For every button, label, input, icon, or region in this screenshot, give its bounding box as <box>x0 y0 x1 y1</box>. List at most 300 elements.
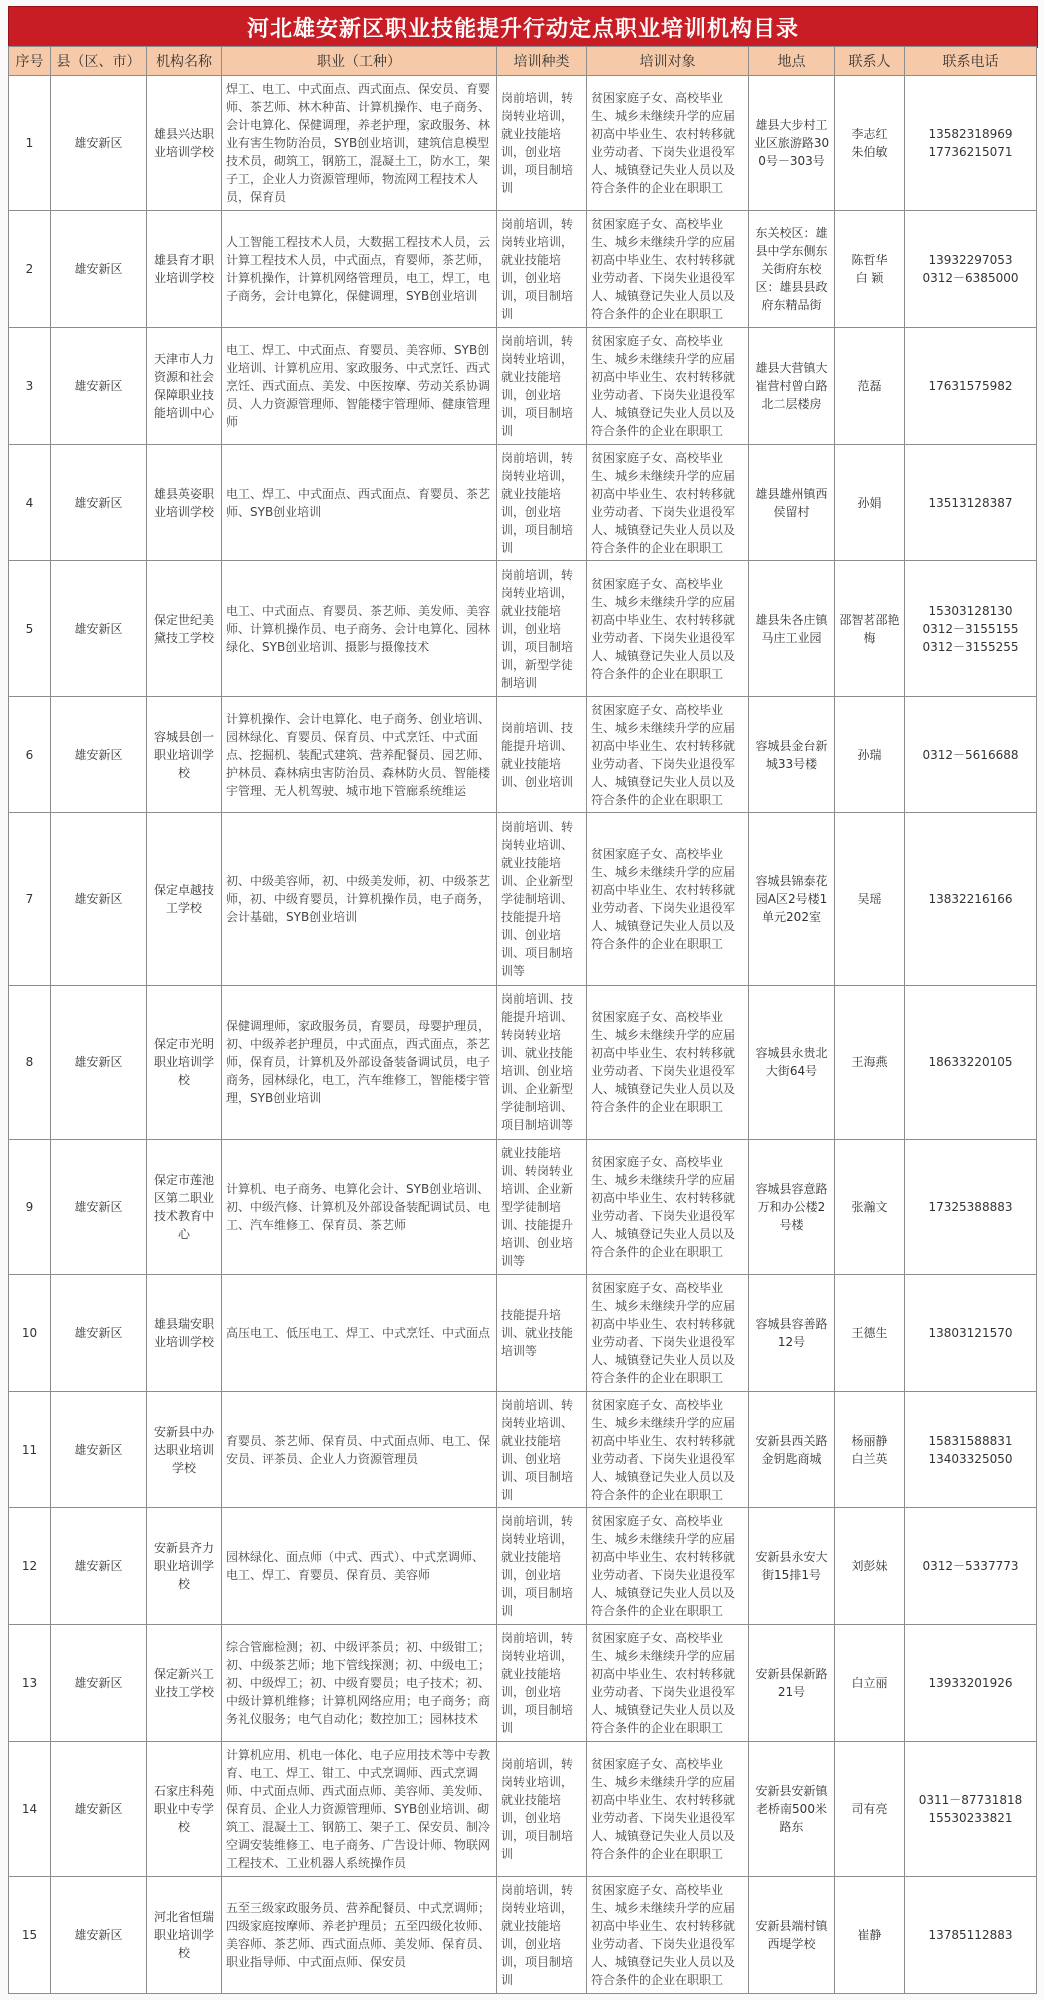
row-number-text: 10 <box>21 1325 38 1340</box>
training-targets-cell <box>587 211 749 328</box>
phone-cell-text: 17736215071 <box>928 145 1013 160</box>
county-cell <box>51 561 147 696</box>
phone-cell-text: 0312－5616688 <box>922 747 1019 762</box>
contact-cell-text: 白 颖 <box>855 271 884 286</box>
trades-cell <box>222 1139 497 1274</box>
row-number-text: 6 <box>25 747 34 762</box>
training-kinds-cell-text: 就业技能培训、转岗转业培训、企业新型学徒制培训、技能提升培训、创业培训等 <box>501 1145 574 1268</box>
training-kinds-cell-text: 岗前培训，转岗转业培训，就业技能培训，创业培训，项目制培训 <box>501 217 574 322</box>
address-cell <box>749 1139 835 1274</box>
county-cell-text: 雄安新区 <box>74 136 123 151</box>
address-cell-text: 东关校区：雄县中学东侧东关街府东校区：雄县县政府东精品街 <box>755 226 828 313</box>
address-cell <box>749 328 835 445</box>
trades-cell-text: 计算机应用、机电一体化、电子应用技术等中专教育、电工、焊工、钳工、中式烹调师、西式烹调师、中式面点师、西式面点师、美容师、美发师、保育员、企业人力资源管理师、SYB创业培训、砌筑工、混凝土工、钢筋工、架子工、保安员、制冷空调安装维修工、电子商务、广告设计师、物联网工程技术、工业机器人系统操作员 <box>226 1748 491 1871</box>
trades-cell <box>222 1391 497 1508</box>
training-kinds-cell-text: 岗前培训，转岗转业培训，就业技能培训，创业培训，项目制培训 <box>501 333 574 438</box>
training-targets-cell <box>587 1625 749 1742</box>
trades-cell-text: 五至三级家政服务员、营养配餐员、中式烹调师；四级家庭按摩师、养老护理员；五至四级化妆师、美容师、茶艺师、西式面点师、美发师、保育员、职业指导师、中式面点师、保安员 <box>226 1901 491 1970</box>
phone-cell <box>905 1741 1037 1876</box>
phone-cell <box>905 1877 1037 1994</box>
org-name-cell-text: 保定新兴工业技工学校 <box>153 1667 214 1700</box>
county-cell <box>51 1391 147 1508</box>
training-kinds-cell-text: 岗前培训，转岗转业培训，就业技能培训，创业培训，项目制培训 <box>501 1757 574 1862</box>
phone-cell <box>905 696 1037 813</box>
address-cell <box>749 1391 835 1508</box>
training-kinds-cell <box>497 561 587 696</box>
address-cell <box>749 1275 835 1392</box>
phone-cell-text: 13932297053 <box>928 253 1013 268</box>
contact-cell-text: 李志红 <box>851 127 888 142</box>
county-cell <box>51 1741 147 1876</box>
row-number-text: 15 <box>21 1928 38 1943</box>
row-number-text: 2 <box>25 262 34 277</box>
table-row <box>9 985 1037 1139</box>
trades-cell <box>222 813 497 985</box>
row-number-text: 9 <box>25 1199 34 1214</box>
contact-cell <box>835 444 905 561</box>
training-targets-cell <box>587 444 749 561</box>
training-targets-cell-text: 贫困家庭子女、高校毕业生、城乡未继续升学的应届初高中毕业生、农村转移就业劳动者、下岗失业退役军人、城镇登记失业人员以及符合条件的企业在职职工 <box>591 576 736 681</box>
trades-cell <box>222 1625 497 1742</box>
org-name-cell <box>147 813 222 985</box>
table-row <box>9 211 1037 328</box>
address-cell-text: 雄县朱各庄镇马庄工业园 <box>755 612 828 645</box>
training-targets-cell-text: 贫困家庭子女、高校毕业生、城乡未继续升学的应届初高中毕业生、农村转移就业劳动者、下岗失业退役军人、城镇登记失业人员以及符合条件的企业在职职工 <box>591 1280 736 1385</box>
org-name-cell-text: 校 <box>177 1073 190 1088</box>
trades-cell-text: 初、中级美容师，初、中级美发师，初、中级茶艺师，初、中级育婴员，计算机操作员，电子商务，会计基础，SYB创业培训 <box>226 874 491 925</box>
col-header-org: 机构名称 <box>147 47 222 76</box>
phone-cell-text: 0311－87731818 <box>918 1793 1023 1808</box>
org-name-cell <box>147 444 222 561</box>
training-targets-cell <box>587 813 749 985</box>
table-row <box>9 1877 1037 1994</box>
address-cell-text: 容城县锦泰花园A区2号楼1单元202室 <box>755 874 828 925</box>
training-kinds-cell <box>497 1877 587 1994</box>
contact-cell-text: 孙娟 <box>857 495 882 510</box>
org-name-cell-text: 保定世纪美黛技工学校 <box>153 612 214 645</box>
training-targets-cell <box>587 1391 749 1508</box>
trades-cell <box>222 1741 497 1876</box>
training-kinds-cell-text: 岗前培训，转岗转业培训，就业技能培训，创业培训，项目制培训 <box>501 91 574 196</box>
phone-cell <box>905 985 1037 1139</box>
county-cell-text: 雄安新区 <box>74 621 123 636</box>
contact-cell-text: 邵智茗邵艳梅 <box>839 612 900 645</box>
phone-cell-text: 0312－3155255 <box>922 639 1019 654</box>
phone-cell <box>905 1275 1037 1392</box>
row-number <box>9 561 51 696</box>
contact-cell <box>835 1275 905 1392</box>
contact-cell <box>835 561 905 696</box>
county-cell-text: 雄安新区 <box>74 378 123 393</box>
org-name-cell-text: 保定市光明职业培训学 <box>153 1037 214 1070</box>
county-cell-text: 雄安新区 <box>74 1199 123 1214</box>
address-cell <box>749 1625 835 1742</box>
phone-cell <box>905 211 1037 328</box>
address-cell <box>749 1741 835 1876</box>
row-number <box>9 696 51 813</box>
row-number-text: 5 <box>25 621 34 636</box>
address-cell <box>749 813 835 985</box>
phone-cell <box>905 813 1037 985</box>
org-name-cell-text: 雄县育才职业培训学校 <box>153 253 214 286</box>
row-number-text: 3 <box>25 378 34 393</box>
row-number-text: 13 <box>21 1676 38 1691</box>
address-cell-text: 容城县金台新城33号楼 <box>755 738 828 771</box>
address-cell-text: 雄县大步村工业区旅游路300号－303号 <box>753 118 830 169</box>
trades-cell <box>222 1877 497 1994</box>
training-targets-cell-text: 贫困家庭子女、高校毕业生、城乡未继续升学的应届初高中毕业生、农村转移就业劳动者、下岗失业退役军人、城镇登记失业人员以及符合条件的企业在职职工 <box>591 91 736 196</box>
phone-cell-text: 17631575982 <box>928 378 1013 393</box>
phone-cell-text: 13513128387 <box>928 495 1013 510</box>
county-cell <box>51 328 147 445</box>
trades-cell-text: 育婴员、茶艺师、保育员、中式面点师、电工、保安员、评茶员、企业人力资源管理员 <box>226 1433 491 1466</box>
org-name-cell <box>147 1625 222 1742</box>
training-targets-cell-text: 贫困家庭子女、高校毕业生、城乡未继续升学的应届初高中毕业生、农村转移就业劳动者、下岗失业退役军人、城镇登记失业人员以及符合条件的企业在职职工 <box>591 702 736 807</box>
county-cell <box>51 813 147 985</box>
phone-cell <box>905 561 1037 696</box>
county-cell <box>51 211 147 328</box>
training-targets-cell <box>587 76 749 211</box>
training-kinds-cell-text: 岗前培训，转岗转业培训，就业技能培训，创业培训，项目制培训 <box>501 450 574 555</box>
row-number-text: 1 <box>25 136 34 151</box>
training-kinds-cell <box>497 1275 587 1392</box>
contact-cell-text: 陈哲华 <box>851 253 888 268</box>
phone-cell-text: 0312－6385000 <box>922 271 1019 286</box>
address-cell <box>749 985 835 1139</box>
org-name-cell <box>147 76 222 211</box>
row-number <box>9 813 51 985</box>
trades-cell-text: 综合管廊检测；初、中级评茶员；初、中级钳工；初、中级茶艺师；地下管线探测；初、中级电工；初、中级焊工；初、中级育婴员；电子技术；初、中级计算机维修；计算机网络应用；电子商务；商务礼仪服务；电气自动化；数控加工；园林技术 <box>226 1640 491 1727</box>
county-cell <box>51 1508 147 1625</box>
org-name-cell <box>147 1508 222 1625</box>
contact-cell-text: 杨丽静 <box>851 1433 888 1448</box>
col-header-kinds: 培训种类 <box>497 47 587 76</box>
training-kinds-cell <box>497 76 587 211</box>
contact-cell-text: 刘彭妹 <box>851 1559 888 1574</box>
address-cell-text: 容城县永贵北大街64号 <box>755 1046 828 1079</box>
training-kinds-cell <box>497 444 587 561</box>
phone-cell-text: 0312－3155155 <box>922 621 1019 636</box>
county-cell-text: 雄安新区 <box>74 1928 123 1943</box>
col-header-address: 地点 <box>749 47 835 76</box>
training-kinds-cell <box>497 1508 587 1625</box>
training-targets-cell <box>587 985 749 1139</box>
org-name-cell <box>147 1391 222 1508</box>
page-title: 河北雄安新区职业技能提升行动定点职业培训机构目录 <box>8 6 1038 48</box>
contact-cell <box>835 211 905 328</box>
training-kinds-cell-text: 技能提升培训、就业技能培训等 <box>501 1307 574 1358</box>
address-cell-text: 雄县大营镇大崔营村曾白路北二层楼房 <box>755 360 828 411</box>
org-name-cell-text: 安新县齐力职业培训学校 <box>153 1541 214 1592</box>
address-cell <box>749 76 835 211</box>
training-institution-table <box>8 46 1037 1994</box>
training-targets-cell <box>587 561 749 696</box>
county-cell <box>51 1877 147 1994</box>
org-name-cell <box>147 561 222 696</box>
table-row <box>9 1625 1037 1742</box>
trades-cell-text: 电工、中式面点、育婴员、茶艺师、美发师、美容师、计算机操作员、电子商务、会计电算化、园林绿化、SYB创业培训、摄影与摄像技术 <box>226 603 491 654</box>
county-cell-text: 雄安新区 <box>74 1325 123 1340</box>
phone-cell <box>905 328 1037 445</box>
row-number <box>9 1508 51 1625</box>
address-cell <box>749 1877 835 1994</box>
org-name-cell-text: 天津市人力资源和社会保障职业技能培训中心 <box>153 351 214 420</box>
contact-cell <box>835 1391 905 1508</box>
phone-cell-text: 17325388883 <box>928 1199 1013 1214</box>
row-number <box>9 1741 51 1876</box>
org-name-cell <box>147 1741 222 1876</box>
phone-cell-text: 13582318969 <box>928 127 1013 142</box>
county-cell <box>51 696 147 813</box>
org-name-cell <box>147 1877 222 1994</box>
trades-cell-text: 人工智能工程技术人员，大数据工程技术人员，云计算工程技术人员，中式面点，育婴师，茶艺师，计算机操作，计算机网络管理员，电工，焊工，电子商务，会计电算化，保健调理，SYB创业培训 <box>226 235 491 304</box>
address-cell-text: 雄县雄州镇西侯留村 <box>755 486 828 519</box>
contact-cell <box>835 696 905 813</box>
col-header-trades: 职业（工种） <box>222 47 497 76</box>
table-row <box>9 1391 1037 1508</box>
table-row <box>9 1275 1037 1392</box>
trades-cell-text: 园林绿化、面点师（中式、西式）、中式烹调师、电工、焊工、育婴员、保育员、美容师 <box>226 1550 485 1583</box>
trades-cell <box>222 1275 497 1392</box>
trades-cell <box>222 561 497 696</box>
col-header-targets: 培训对象 <box>587 47 749 76</box>
training-kinds-cell <box>497 813 587 985</box>
row-number-text: 14 <box>21 1802 38 1817</box>
training-kinds-cell-text: 岗前培训，转岗转业培训，就业技能培训，创业培训，项目制培训 <box>501 1514 574 1619</box>
training-kinds-cell-text: 岗前培训、技能提升培训、就业技能培训、创业培训 <box>501 720 574 789</box>
table-row <box>9 1508 1037 1625</box>
trades-cell <box>222 1508 497 1625</box>
training-kinds-cell <box>497 1391 587 1508</box>
trades-cell <box>222 444 497 561</box>
table-row <box>9 1139 1037 1274</box>
row-number <box>9 1625 51 1742</box>
col-header-no: 序号 <box>9 47 51 76</box>
table-row <box>9 328 1037 445</box>
county-cell-text: 雄安新区 <box>74 1559 123 1574</box>
training-targets-cell-text: 贫困家庭子女、高校毕业生、城乡未继续升学的应届初高中毕业生、农村转移就业劳动者、下岗失业退役军人、城镇登记失业人员以及符合条件的企业在职职工 <box>591 1631 736 1736</box>
training-targets-cell <box>587 1275 749 1392</box>
county-cell <box>51 444 147 561</box>
trades-cell <box>222 696 497 813</box>
row-number <box>9 1391 51 1508</box>
training-kinds-cell-text: 岗前培训、技能提升培训、转岗转业培训、就业技能培训、创业培训、企业新型学徒制培训、项目制培训等 <box>501 992 574 1133</box>
training-targets-cell-text: 贫困家庭子女、高校毕业生、城乡未继续升学的应届初高中毕业生、农村转移就业劳动者、下岗失业退役军人、城镇登记失业人员以及符合条件的企业在职职工 <box>591 1757 736 1862</box>
training-targets-cell <box>587 1877 749 1994</box>
org-name-cell-text: 保定市莲池区第二职业技术教育中心 <box>153 1172 214 1241</box>
address-cell-text: 安新县端村镇西堤学校 <box>755 1919 828 1952</box>
row-number <box>9 211 51 328</box>
table-row <box>9 561 1037 696</box>
training-targets-cell-text: 贫困家庭子女、高校毕业生、城乡未继续升学的应届初高中毕业生、农村转移就业劳动者、下岗失业退役军人、城镇登记失业人员以及符合条件的企业在职职工 <box>591 450 736 555</box>
contact-cell <box>835 985 905 1139</box>
org-name-cell-text: 雄县瑞安职业培训学校 <box>153 1316 214 1349</box>
training-kinds-cell <box>497 1741 587 1876</box>
training-kinds-cell-text: 岗前培训、转岗转业培训、就业技能培训、创业培训、项目制培训 <box>501 1397 574 1502</box>
trades-cell-text: 电工、焊工、中式面点、育婴员、美容师、SYB创业培训、计算机应用、家政服务、中式烹饪、西式烹饪、西式面点、美发、中医按摩、劳动关系协调员、人力资源管理师、智能楼宇管理师、健康管理师 <box>226 342 491 429</box>
org-name-cell-text: 石家庄科苑职业中专学校 <box>153 1784 214 1835</box>
org-name-cell-text: 河北省恒瑞职业培训学校 <box>153 1910 214 1961</box>
trades-cell-text: 保健调理师，家政服务员，育婴员，母婴护理员，初、中级养老护理员，中式面点，西式面点，茶艺师，保育员，计算机及外部设备装备调试员，电子商务，园林绿化，电工，汽车维修工，智能楼宇管理，SYB创业培训 <box>226 1019 491 1106</box>
training-targets-cell <box>587 1508 749 1625</box>
county-cell <box>51 985 147 1139</box>
contact-cell-text: 司有亮 <box>851 1802 888 1817</box>
address-cell <box>749 444 835 561</box>
trades-cell <box>222 328 497 445</box>
training-targets-cell <box>587 328 749 445</box>
trades-cell-text: 计算机操作、会计电算化、电子商务、创业培训、园林绿化、育婴员、保育员、中式烹饪、中式面点、挖掘机、装配式建筑、营养配餐员、园艺师、护林员、森林病虫害防治员、森林防火员、智能楼宇管理、无人机驾驶、城市地下管廊系统维运 <box>226 711 491 798</box>
trades-cell <box>222 76 497 211</box>
phone-cell-text: 18633220105 <box>928 1055 1013 1070</box>
address-cell <box>749 1508 835 1625</box>
trades-cell-text: 高压电工、低压电工、焊工、中式烹饪、中式面点 <box>226 1325 491 1340</box>
org-name-cell <box>147 211 222 328</box>
contact-cell-text: 朱伯敏 <box>851 145 888 160</box>
contact-cell-text: 吴瑶 <box>857 892 882 907</box>
row-number <box>9 1877 51 1994</box>
address-cell-text: 容城县容善路12号 <box>755 1316 828 1349</box>
contact-cell <box>835 813 905 985</box>
county-cell-text: 雄安新区 <box>74 1442 123 1457</box>
contact-cell <box>835 1139 905 1274</box>
training-targets-cell-text: 贫困家庭子女、高校毕业生、城乡未继续升学的应届初高中毕业生、农村转移就业劳动者、下岗失业退役军人、城镇登记失业人员以及符合条件的企业在职职工 <box>591 1154 736 1259</box>
address-cell-text: 安新县保新路21号 <box>755 1667 828 1700</box>
contact-cell-text: 王德生 <box>851 1325 888 1340</box>
row-number-text: 11 <box>21 1442 38 1457</box>
training-kinds-cell-text: 岗前培训，转岗转业培训，就业技能培训，创业培训，项目制培训，新型学徒制培训 <box>501 567 574 690</box>
table-row <box>9 444 1037 561</box>
county-cell-text: 雄安新区 <box>74 1055 123 1070</box>
contact-cell-text: 白立丽 <box>851 1676 888 1691</box>
table-row <box>9 76 1037 211</box>
training-kinds-cell <box>497 985 587 1139</box>
contact-cell <box>835 76 905 211</box>
contact-cell <box>835 1508 905 1625</box>
row-number-text: 7 <box>25 892 34 907</box>
address-cell-text: 安新县永安大街15排1号 <box>755 1550 828 1583</box>
org-name-cell-text: 容城县创一职业培训学校 <box>153 729 214 780</box>
trades-cell-text: 计算机、电子商务、电算化会计、SYB创业培训、初、中级汽修、计算机及外部设备装配调试员、电工、汽车维修工、保育员、茶艺师 <box>226 1181 491 1232</box>
trades-cell-text: 电工、焊工、中式面点、西式面点、育婴员、茶艺师、SYB创业培训 <box>226 486 491 519</box>
phone-cell <box>905 444 1037 561</box>
row-number <box>9 328 51 445</box>
table-row <box>9 813 1037 985</box>
training-targets-cell-text: 贫困家庭子女、高校毕业生、城乡未继续升学的应届初高中毕业生、农村转移就业劳动者、下岗失业退役军人、城镇登记失业人员以及符合条件的企业在职职工 <box>591 1514 736 1619</box>
row-number <box>9 76 51 211</box>
org-name-cell <box>147 328 222 445</box>
phone-cell-text: 15303128130 <box>928 603 1013 618</box>
contact-cell-text: 孙瑞 <box>857 747 882 762</box>
row-number <box>9 1275 51 1392</box>
org-name-cell-text: 安新县中办达职业培训学校 <box>153 1424 214 1475</box>
org-name-cell <box>147 696 222 813</box>
address-cell <box>749 561 835 696</box>
trades-cell <box>222 211 497 328</box>
org-name-cell <box>147 1139 222 1274</box>
training-targets-cell-text: 贫困家庭子女、高校毕业生、城乡未继续升学的应届初高中毕业生、农村转移就业劳动者、下岗失业退役军人、城镇登记失业人员以及符合条件的企业在职职工 <box>591 333 736 438</box>
phone-cell-text: 13933201926 <box>928 1676 1013 1691</box>
address-cell-text: 安新县安新镇老桥南500米路东 <box>755 1784 828 1835</box>
phone-cell <box>905 1508 1037 1625</box>
org-name-cell-text: 雄县英姿职业培训学校 <box>153 486 214 519</box>
training-targets-cell <box>587 1741 749 1876</box>
training-kinds-cell <box>497 1625 587 1742</box>
phone-cell-text: 13803121570 <box>928 1325 1013 1340</box>
county-cell-text: 雄安新区 <box>74 747 123 762</box>
row-number-text: 12 <box>21 1559 38 1574</box>
phone-cell-text: 15831588831 <box>928 1433 1013 1448</box>
county-cell <box>51 1139 147 1274</box>
training-targets-cell-text: 贫困家庭子女、高校毕业生、城乡未继续升学的应届初高中毕业生、农村转移就业劳动者、下岗失业退役军人、城镇登记失业人员以及符合条件的企业在职职工 <box>591 1010 736 1115</box>
training-kinds-cell-text: 岗前培训，转岗转业培训，就业技能培训，创业培训，项目制培训 <box>501 1631 574 1736</box>
address-cell <box>749 696 835 813</box>
contact-cell <box>835 1877 905 1994</box>
table-row <box>9 1741 1037 1876</box>
county-cell-text: 雄安新区 <box>74 1802 123 1817</box>
county-cell <box>51 1625 147 1742</box>
training-targets-cell-text: 贫困家庭子女、高校毕业生、城乡未继续升学的应届初高中毕业生、农村转移就业劳动者、下岗失业退役军人、城镇登记失业人员以及符合条件的企业在职职工 <box>591 847 736 952</box>
row-number <box>9 985 51 1139</box>
contact-cell-text: 范磊 <box>857 378 882 393</box>
contact-cell <box>835 1741 905 1876</box>
row-number-text: 4 <box>25 495 34 510</box>
county-cell-text: 雄安新区 <box>74 1676 123 1691</box>
contact-cell <box>835 1625 905 1742</box>
trades-cell <box>222 985 497 1139</box>
org-name-cell-text: 保定卓越技工学校 <box>153 883 214 916</box>
col-header-contact: 联系人 <box>835 47 905 76</box>
org-name-cell <box>147 985 222 1139</box>
training-kinds-cell <box>497 211 587 328</box>
contact-cell-text: 崔静 <box>857 1928 882 1943</box>
phone-cell-text: 15530233821 <box>928 1811 1013 1826</box>
col-header-county: 县（区、市） <box>51 47 147 76</box>
phone-cell <box>905 1139 1037 1274</box>
contact-cell-text: 王海燕 <box>851 1055 888 1070</box>
contact-cell-text: 白兰英 <box>851 1451 888 1466</box>
county-cell <box>51 1275 147 1392</box>
phone-cell <box>905 1625 1037 1742</box>
training-targets-cell <box>587 1139 749 1274</box>
training-targets-cell-text: 贫困家庭子女、高校毕业生、城乡未继续升学的应届初高中毕业生、农村转移就业劳动者、下岗失业退役军人、城镇登记失业人员以及符合条件的企业在职职工 <box>591 1883 736 1988</box>
county-cell-text: 雄安新区 <box>74 262 123 277</box>
address-cell-text: 安新县西关路金钥匙商城 <box>755 1433 828 1466</box>
org-name-cell-text: 雄县兴达职业培训学校 <box>153 127 214 160</box>
col-header-phone: 联系电话 <box>905 47 1037 76</box>
phone-cell-text: 13785112883 <box>928 1928 1013 1943</box>
phone-cell-text: 0312－5337773 <box>922 1559 1019 1574</box>
address-cell-text: 容城县容意路万和办公楼2号楼 <box>755 1181 828 1232</box>
contact-cell-text: 张瀚文 <box>851 1199 888 1214</box>
trades-cell-text: 焊工、电工、中式面点、西式面点、保安员、育婴师、茶艺师、林木种苗、计算机操作、电子商务、会计电算化、保健调理，养老护理，家政服务、林业有害生物防治员，SYB创业培训，建筑信息模型技术员，砌筑工，钢筋工，混凝土工，防水工，架子工，企业人力资源管理师，物流网工程技术人员，保育员 <box>226 82 491 205</box>
county-cell-text: 雄安新区 <box>74 892 123 907</box>
address-cell <box>749 211 835 328</box>
training-kinds-cell <box>497 696 587 813</box>
training-kinds-cell-text: 岗前培训，转岗转业培训，就业技能培训，创业培训，项目制培训 <box>501 1883 574 1988</box>
training-targets-cell-text: 贫困家庭子女、高校毕业生、城乡未继续升学的应届初高中毕业生、农村转移就业劳动者、下岗失业退役军人、城镇登记失业人员以及符合条件的企业在职职工 <box>591 217 736 322</box>
row-number <box>9 444 51 561</box>
org-name-cell <box>147 1275 222 1392</box>
training-kinds-cell <box>497 1139 587 1274</box>
table-row <box>9 696 1037 813</box>
training-targets-cell-text: 贫困家庭子女、高校毕业生、城乡未继续升学的应届初高中毕业生、农村转移就业劳动者、下岗失业退役军人、城镇登记失业人员以及符合条件的企业在职职工 <box>591 1397 736 1502</box>
training-targets-cell <box>587 696 749 813</box>
training-kinds-cell-text: 岗前培训、转岗转业培训、就业技能培训、企业新型学徒制培训、技能提升培训、创业培训、项目制培训等 <box>501 820 574 979</box>
training-kinds-cell <box>497 328 587 445</box>
row-number <box>9 1139 51 1274</box>
contact-cell <box>835 328 905 445</box>
phone-cell <box>905 76 1037 211</box>
